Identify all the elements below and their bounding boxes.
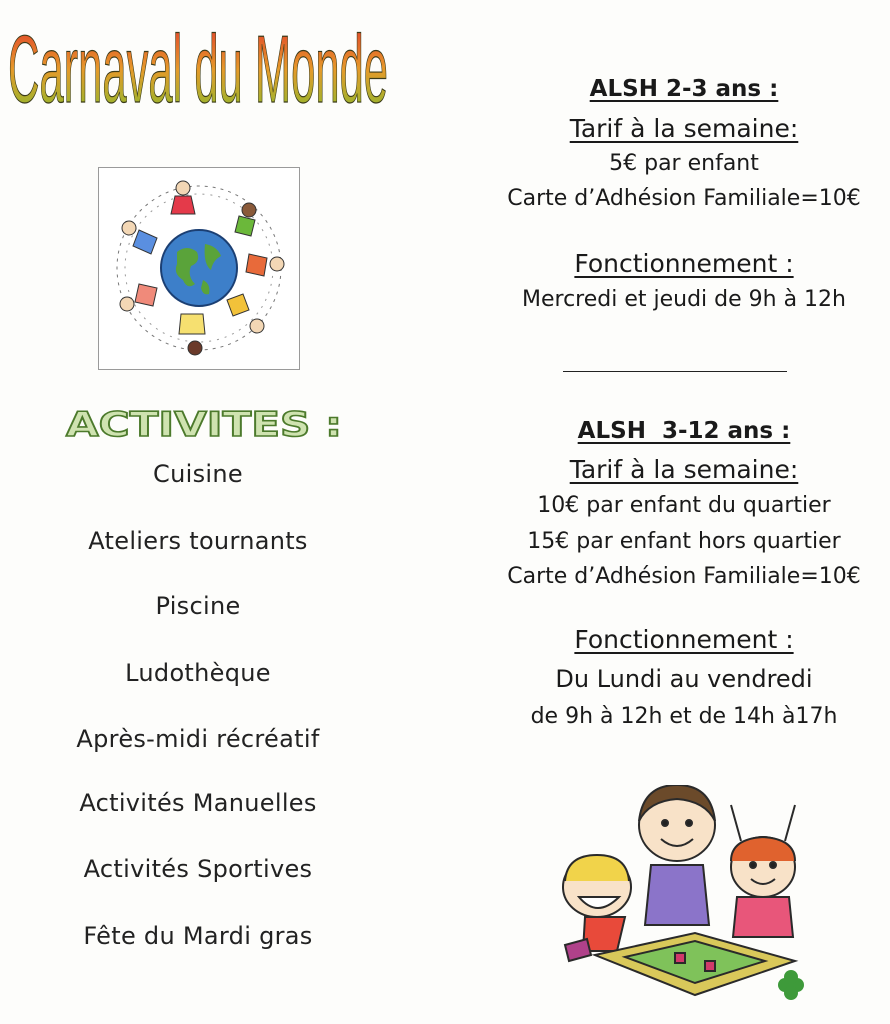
- price-text: 5€ par enfant: [609, 151, 759, 176]
- svg-text:ACTIVITES :: ACTIVITES :: [66, 405, 342, 445]
- globe-illustration: [98, 167, 300, 370]
- page-title: Carnaval du Monde: [8, 16, 388, 116]
- activity-item: Activités Sportives: [83, 855, 313, 883]
- price-hors-text: 15€ par enfant hors quartier: [527, 529, 841, 554]
- kids-board-game-illustration: [555, 785, 815, 1010]
- activity-item: Ateliers tournants: [88, 527, 308, 555]
- carte-text: Carte d’Adhésion Familiale=10€: [507, 186, 861, 211]
- activity-item: Ludothèque: [125, 659, 271, 687]
- fonctionnement-label: Fonctionnement :: [574, 249, 794, 278]
- carte-text: Carte d’Adhésion Familiale=10€: [507, 564, 861, 589]
- activity-item: Cuisine: [153, 460, 243, 488]
- globe-kids-icon: [99, 168, 299, 369]
- title-wordart: [6, 6, 396, 116]
- days-text: Du Lundi au vendredi: [555, 665, 813, 693]
- hours-text: de 9h à 12h et de 14h à17h: [530, 704, 838, 729]
- tarif-label: Tarif à la semaine:: [569, 114, 799, 143]
- activities-heading: [64, 400, 354, 448]
- section-divider: [563, 371, 787, 372]
- activity-item: Activités Manuelles: [79, 789, 317, 817]
- activity-item: Piscine: [155, 592, 241, 620]
- tarif-label: Tarif à la semaine:: [569, 455, 799, 484]
- schedule-text: Mercredi et jeudi de 9h à 12h: [522, 287, 846, 312]
- alsh-2-3-heading: ALSH 2-3 ans :: [589, 76, 779, 102]
- price-quartier-text: 10€ par enfant du quartier: [537, 493, 831, 518]
- fonctionnement-label: Fonctionnement :: [574, 625, 794, 654]
- activity-item: Fête du Mardi gras: [83, 922, 313, 950]
- activity-item: Après-midi récréatif: [76, 725, 320, 753]
- alsh-3-12-heading: ALSH 3-12 ans :: [577, 418, 791, 444]
